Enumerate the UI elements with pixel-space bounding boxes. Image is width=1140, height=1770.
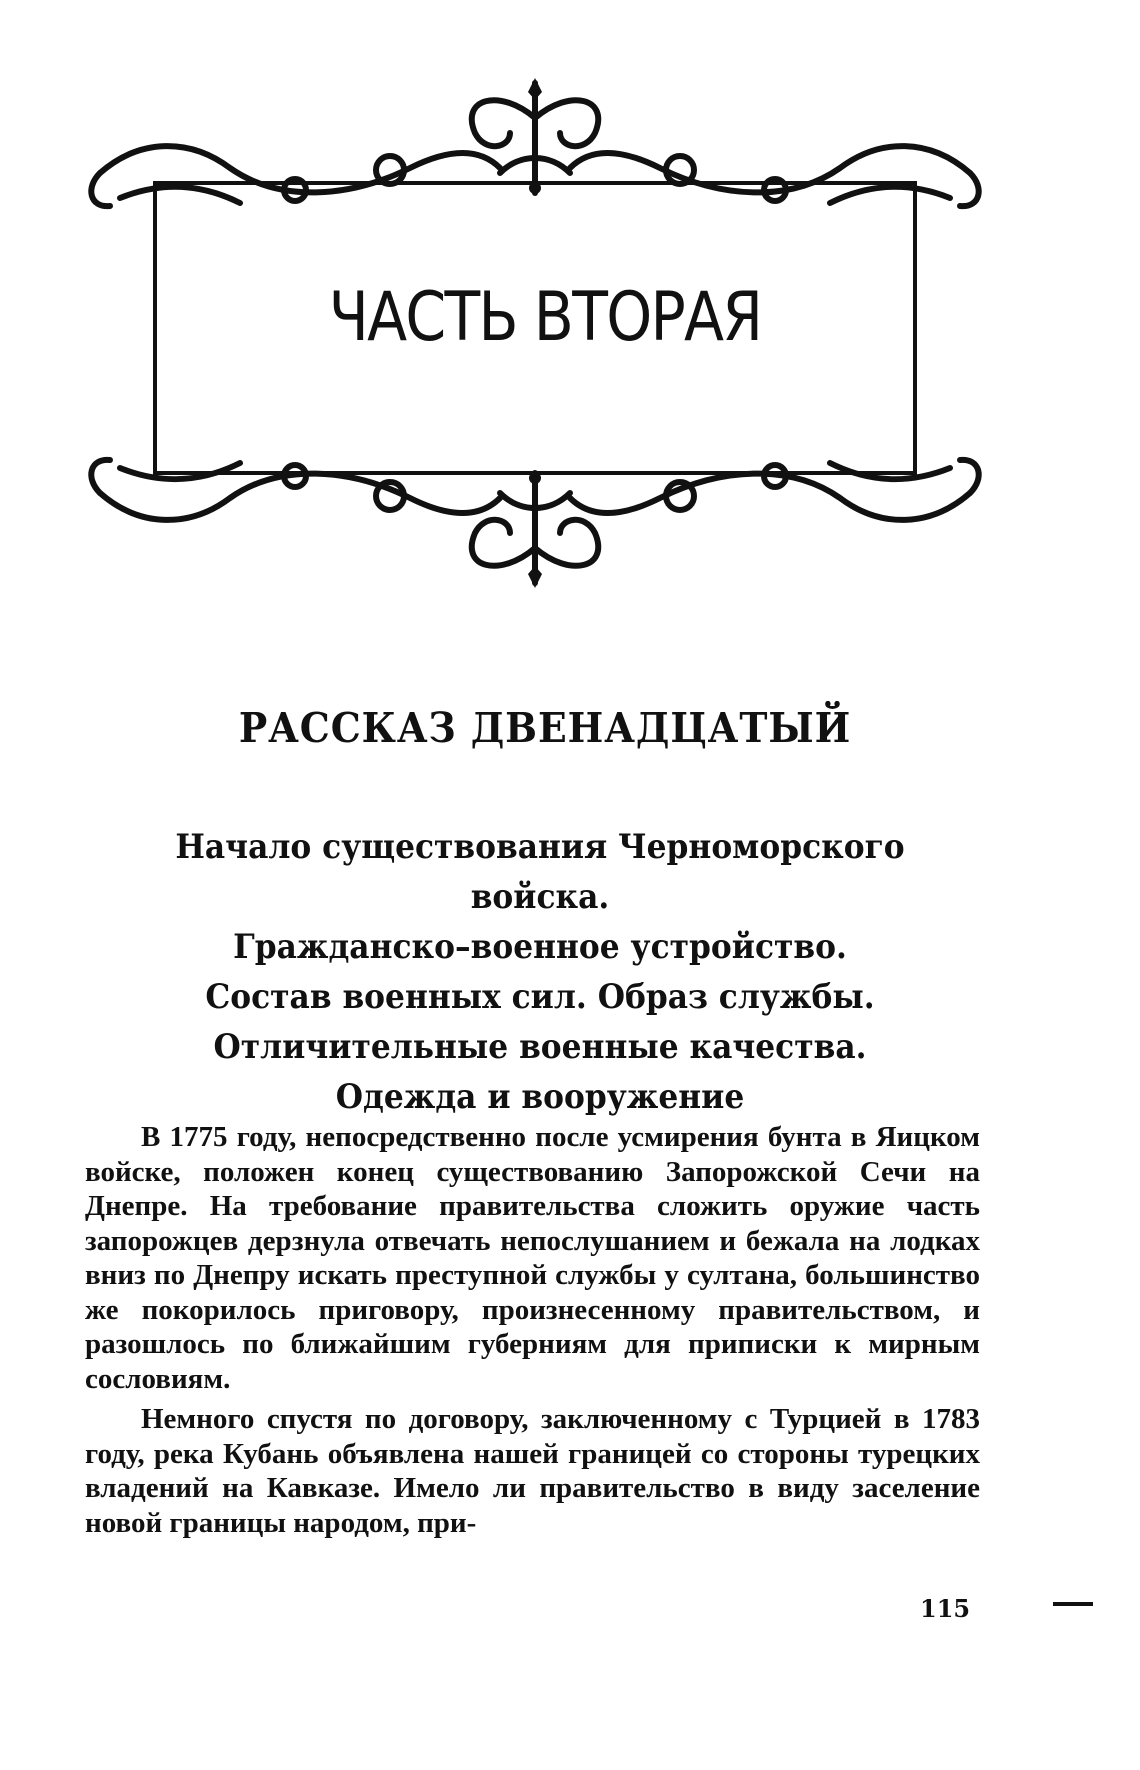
page-number: 115 [920,1594,971,1623]
part-title: ЧАСТЬ ВТОРАЯ [328,278,762,357]
body-text [85,1120,980,1540]
chapter-subtitle [130,822,950,1122]
margin-mark [1053,1602,1093,1606]
paragraph: Немного спустя по договору, заключенному с Турцией в 1783 году, река Кубань объявлена нашей границей со стороны турецких владений на Кавказе. Имело ли правительство в виду заселение новой границы народом, при- [85,1403,980,1539]
subtitle-line: Начало существования Черноморского [175,827,905,867]
subtitle-line: Одежда и вооружение [335,1077,745,1117]
subtitle-line: Состав военных сил. Образ службы. [205,977,875,1017]
paragraph: В 1775 году, непосредственно после усмирения бунта в Яицком войске, положен конец существованию Запорожской Сечи на Днепре. На требование правительства сложить оружие часть запорожцев дерзнула отвечать непослушанием и бежала на лодках вниз по Днепру искать преступной службы у султана, большинство же покорилось приговору, произнесенному правительством, и разошлось по ближайшим губерниям для приписки к мирным сословиям. [85,1121,980,1395]
subtitle-line: войска. [470,877,610,917]
subtitle-line: Гражданско–военное устройство. [233,927,847,967]
subtitle-line: Отличительные военные качества. [213,1027,867,1067]
story-title: РАССКАЗ ДВЕНАДЦАТЫЙ [238,704,852,752]
